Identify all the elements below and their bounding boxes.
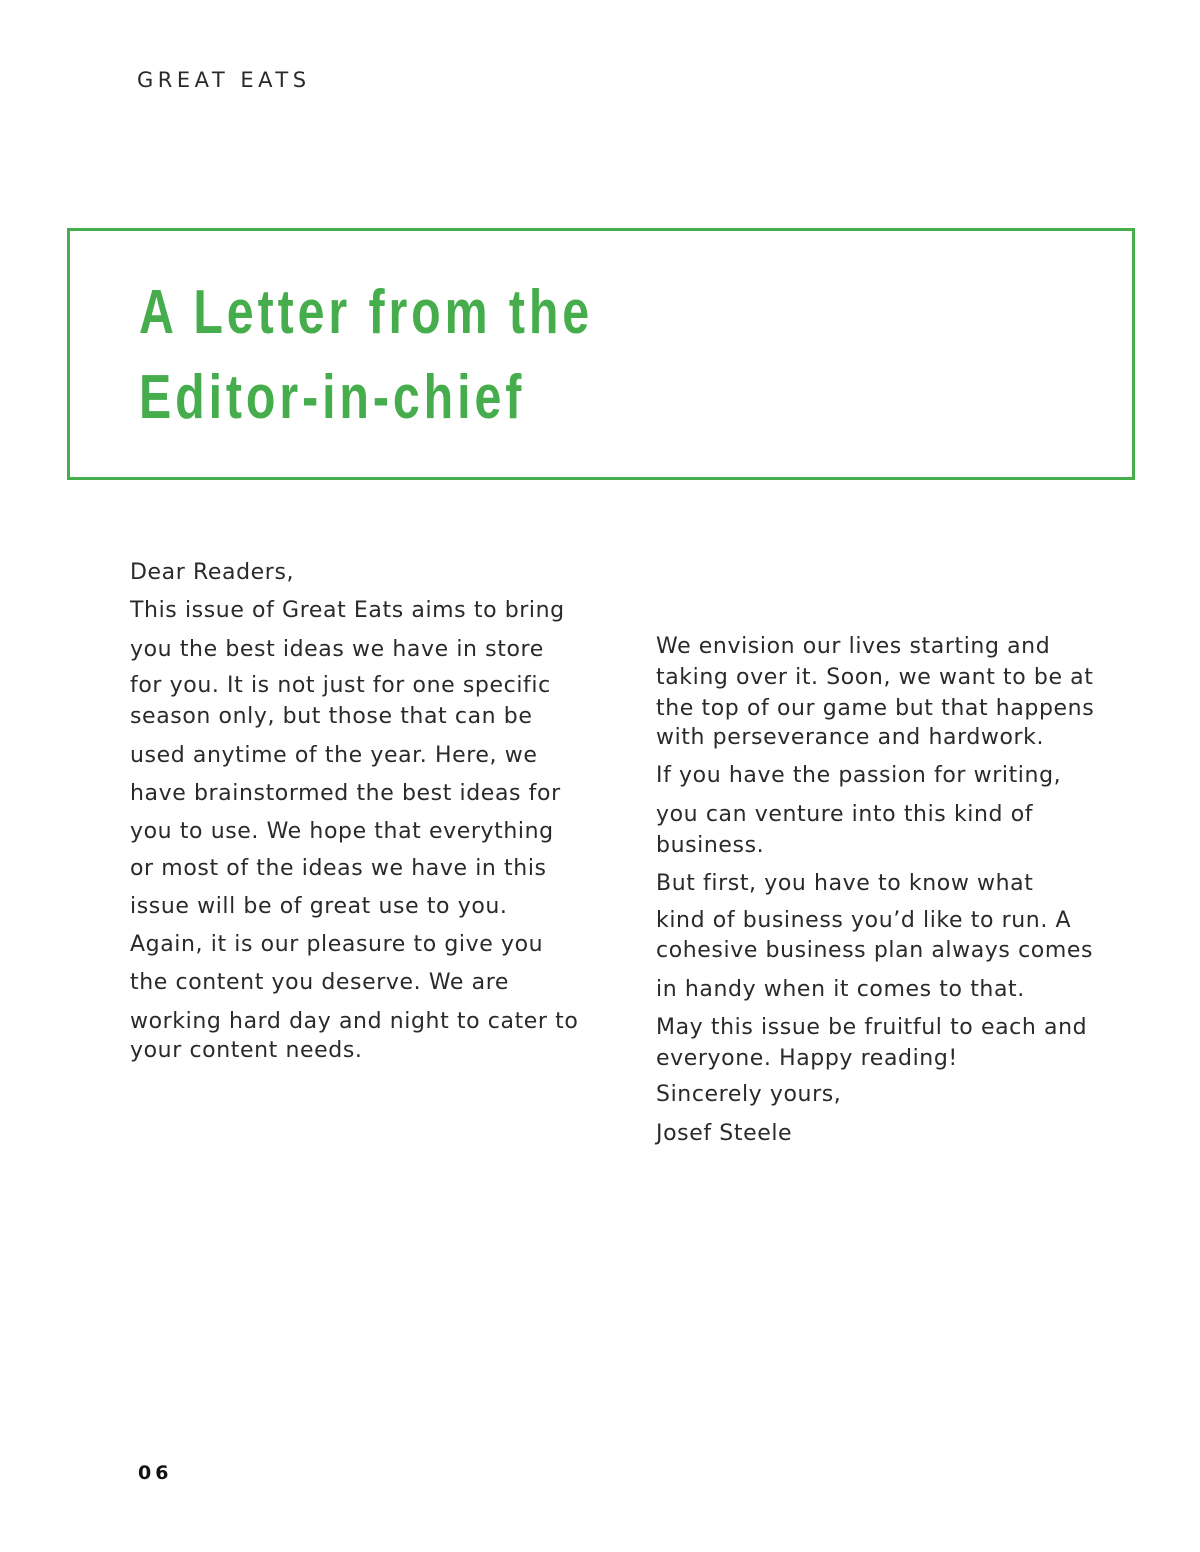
letter-text-line: business. bbox=[656, 833, 765, 858]
page-title-line-1: A Letter from the bbox=[139, 278, 594, 347]
letter-text-line: for you. It is not just for one specific bbox=[130, 673, 551, 698]
letter-text-line: issue will be of great use to you. bbox=[130, 894, 508, 919]
letter-text-line: season only, but those that can be bbox=[130, 704, 533, 729]
letter-text-line: working hard day and night to cater to bbox=[130, 1009, 579, 1034]
letter-text-line: have brainstormed the best ideas for bbox=[130, 781, 561, 806]
letter-text-line: in handy when it comes to that. bbox=[656, 977, 1025, 1002]
letter-text-line: If you have the passion for writing, bbox=[656, 763, 1062, 788]
page-number: 06 bbox=[138, 1462, 173, 1484]
letter-text-line: the content you deserve. We are bbox=[130, 970, 509, 995]
letter-text-line: with perseverance and hardwork. bbox=[656, 725, 1045, 750]
letter-text-line: cohesive business plan always comes bbox=[656, 938, 1094, 963]
letter-text-line: kind of business you’d like to run. A bbox=[656, 908, 1072, 933]
letter-text-line: or most of the ideas we have in this bbox=[130, 856, 547, 881]
letter-text-line: the top of our game but that happens bbox=[656, 696, 1095, 721]
letter-text-line: But first, you have to know what bbox=[656, 871, 1034, 896]
letter-text-line: Dear Readers, bbox=[130, 560, 295, 585]
letter-text-line: Josef Steele bbox=[656, 1121, 793, 1146]
letter-text-line: Sincerely yours, bbox=[656, 1082, 842, 1107]
letter-text-line: your content needs. bbox=[130, 1038, 363, 1063]
letter-text-line: We envision our lives starting and bbox=[656, 634, 1051, 659]
letter-text-line: Again, it is our pleasure to give you bbox=[130, 932, 544, 957]
title-frame bbox=[67, 228, 1135, 480]
letter-text-line: you the best ideas we have in store bbox=[130, 637, 544, 662]
letter-text-line: May this issue be fruitful to each and bbox=[656, 1015, 1088, 1040]
letter-text-line: taking over it. Soon, we want to be at bbox=[656, 665, 1094, 690]
letter-text-line: everyone. Happy reading! bbox=[656, 1046, 958, 1071]
magazine-brand: GREAT EATS bbox=[137, 68, 311, 92]
letter-text-line: you can venture into this kind of bbox=[656, 802, 1034, 827]
letter-text-line: you to use. We hope that everything bbox=[130, 819, 554, 844]
letter-text-line: This issue of Great Eats aims to bring bbox=[130, 598, 565, 623]
page-title-line-2: Editor-in-chief bbox=[139, 363, 526, 432]
letter-text-line: used anytime of the year. Here, we bbox=[130, 743, 538, 768]
